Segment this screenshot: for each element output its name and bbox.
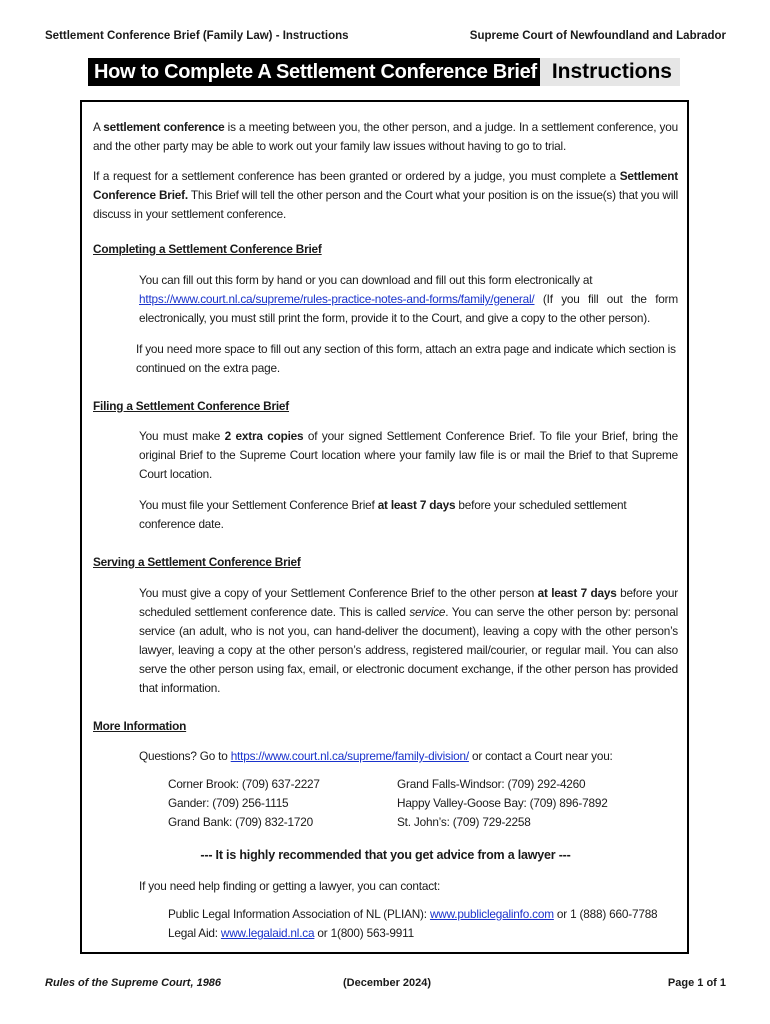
completing-paragraph-2: If you need more space to fill out any section of this form, attach an extra page and indicate which section is continued on the extra page. (136, 342, 676, 375)
text: of your signed Settlement Conference Brief. To file your Brief, bring the original Brief to the Supreme Court location where your family law file is or mail the Brief to that Supreme Court location. (139, 429, 679, 481)
text: You must file your Settlement Conference Brief (139, 498, 378, 512)
text: or 1(800) 563-9911 (314, 926, 414, 940)
text: or 1 (888) 660-7788 (553, 907, 658, 921)
serving-paragraph (139, 584, 678, 698)
contact-happy-valley-goose-bay: Happy Valley-Goose Bay: (709) 896-7892 (397, 796, 608, 810)
bold-text: at least 7 days (537, 586, 617, 600)
bold-text: Settlement Conference Brief. (93, 169, 678, 202)
text: You must give a copy of your Settlement Conference Brief to the other person (139, 586, 538, 600)
text: before your scheduled settlement conference date. (139, 498, 627, 531)
text: Legal Aid: (168, 926, 221, 940)
contact-corner-brook: Corner Brook: (709) 637-2227 (168, 777, 320, 791)
intro-paragraph-2 (93, 167, 678, 224)
text: If a request for a settlement conference has been granted or ordered by a judge, you must complete a (93, 169, 620, 183)
section-heading-filing: Filing a Settlement Conference Brief (93, 399, 290, 413)
page-title-tag: Instructions (540, 58, 680, 86)
contact-grand-falls-windsor: Grand Falls-Windsor: (709) 292-4260 (397, 777, 586, 791)
bold-text: at least 7 days (377, 498, 456, 512)
completing-paragraph-1 (139, 271, 678, 328)
questions-line (139, 747, 678, 766)
text: Public Legal Information Association of NL (PLIAN): (168, 907, 430, 921)
bold-text: settlement conference (103, 120, 225, 134)
filing-paragraph-2 (139, 496, 678, 534)
filing-paragraph-1 (139, 427, 678, 484)
header-document-title: Settlement Conference Brief (Family Law) - Instructions (45, 30, 349, 42)
footer-rules-title: Rules of the Supreme Court, 1986 (45, 977, 222, 989)
text: . You can serve the other person by: personal service (an adult, who is not you, can hand-deliver the document), leaving a copy with the other person’s lawyer, leaving a copy at the other person’s address, registered mail/courier, or regular mail. You can also serve the other person using fax, email, or electronic document exchange, if the other person has provided that information. (139, 605, 678, 695)
footer-page-number: Page 1 of 1 (667, 977, 726, 989)
text: Questions? Go to (139, 749, 231, 763)
page-title: How to Complete A Settlement Conference Brief (88, 58, 540, 86)
legal-aid-link[interactable]: www.legalaid.nl.ca (220, 926, 315, 940)
contact-grand-bank: Grand Bank: (709) 832-1720 (168, 815, 313, 829)
court-contacts (168, 775, 678, 832)
text: You can fill out this form by hand or you can download and fill out this form electronically at (139, 273, 593, 287)
family-division-link[interactable]: https://www.court.nl.ca/supreme/family-division/ (230, 749, 469, 763)
contact-gander: Gander: (709) 256-1115 (168, 796, 289, 810)
section-heading-more-info: More Information (93, 719, 187, 733)
text: A (93, 120, 104, 134)
section-heading-completing: Completing a Settlement Conference Brief (93, 242, 322, 256)
text: (If you fill out the form electronically, you must still print the form, provide it to the Court, and give a copy to the other person). (139, 292, 678, 325)
legal-aid-contact (168, 924, 678, 943)
text: or contact a Court near you: (468, 749, 613, 763)
forms-link[interactable]: https://www.court.nl.ca/supreme/rules-practice-notes-and-forms/family/general/ (139, 292, 535, 306)
plian-link[interactable]: www.publiclegalinfo.com (429, 907, 554, 921)
italic-text: service (409, 605, 446, 619)
header-court-name: Supreme Court of Newfoundland and Labrador (469, 30, 726, 42)
bold-text: 2 extra copies (224, 429, 304, 443)
intro-paragraph-1 (93, 118, 678, 156)
help-line: If you need help finding or getting a lawyer, you can contact: (139, 879, 441, 893)
lawyer-advice-warning: --- It is highly recommended that you get advice from a lawyer --- (200, 848, 571, 862)
plian-contact (168, 905, 678, 924)
text: is a meeting between you, the other person, and a judge. In a settlement conference, you and the other party may be able to work out your family law issues without having to go to trial. (93, 120, 678, 153)
section-heading-serving: Serving a Settlement Conference Brief (93, 555, 301, 569)
text: This Brief will tell the other person and the Court what your position is on the issue(s) that you will discuss in your settlement conference. (93, 188, 678, 221)
text: before your scheduled settlement conference date. This is called (139, 586, 678, 619)
footer-date: (December 2024) (343, 977, 432, 989)
content-body (93, 116, 678, 943)
contact-st-johns: St. John’s: (709) 729-2258 (397, 815, 531, 829)
text: You must make (139, 429, 225, 443)
